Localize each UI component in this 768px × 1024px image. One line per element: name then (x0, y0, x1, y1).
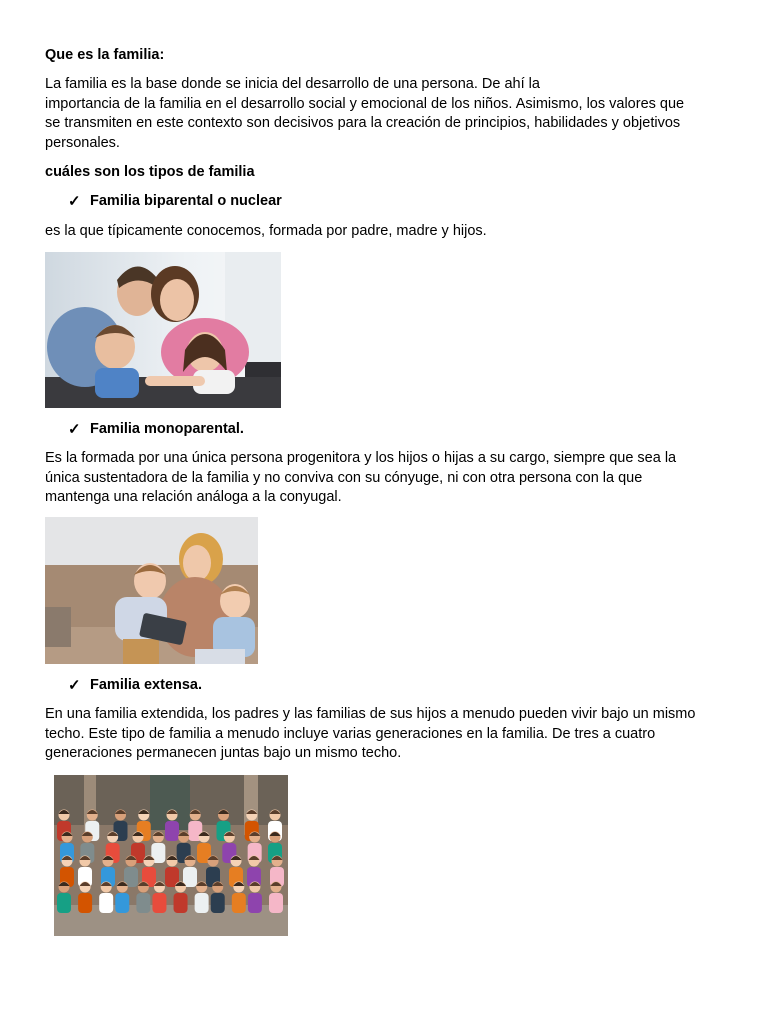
types-heading: cuáles son los tipos de familia (45, 164, 255, 180)
checkmark-icon: ✓ (68, 677, 81, 694)
section-title-extensa: Familia extensa. (90, 677, 203, 693)
section-text: mantenga una relación análoga a la conyugal. (45, 489, 342, 505)
intro-line: La familia es la base donde se inicia del desarrollo de una persona. De ahí la (45, 76, 540, 92)
section-text: Es la formada por una única persona progenitora y los hijos o hijas a su cargo, siempre que sea la (45, 450, 677, 466)
intro-line: personales. (45, 134, 120, 151)
intro-line: se transmiten en este contexto son decisivos para la creación de principios, habilidades y objetivos (45, 115, 681, 131)
checkmark-icon: ✓ (68, 421, 81, 438)
section-text: En una familia extendida, los padres y las familias de sus hijos a menudo pueden vivir bajo un mismo (45, 706, 696, 722)
section-text: generaciones permanecen juntas bajo un mismo techo. (45, 745, 402, 761)
nuclear-family-photo (45, 252, 281, 408)
checkmark-icon: ✓ (68, 193, 81, 210)
section-title-biparental: Familia biparental o nuclear (90, 193, 282, 209)
section-text: es la que típicamente conocemos, formada por padre, madre y hijos. (45, 223, 487, 239)
single-parent-family-photo (45, 517, 258, 664)
extended-family-photo (54, 775, 288, 936)
intro-line: importancia de la familia en el desarrollo social y emocional de los niños. Asimismo, los valores que (45, 95, 685, 112)
section-text: única sustentadora de la familia y no conviva con su cónyuge, ni con otra persona con la que (45, 469, 643, 486)
section-title-monoparental: Familia monoparental. (90, 421, 244, 437)
page-title: Que es la familia: (45, 47, 165, 63)
section-text: techo. Este tipo de familia a menudo incluye varias generaciones en la familia. De tres a cuatro (45, 725, 656, 742)
